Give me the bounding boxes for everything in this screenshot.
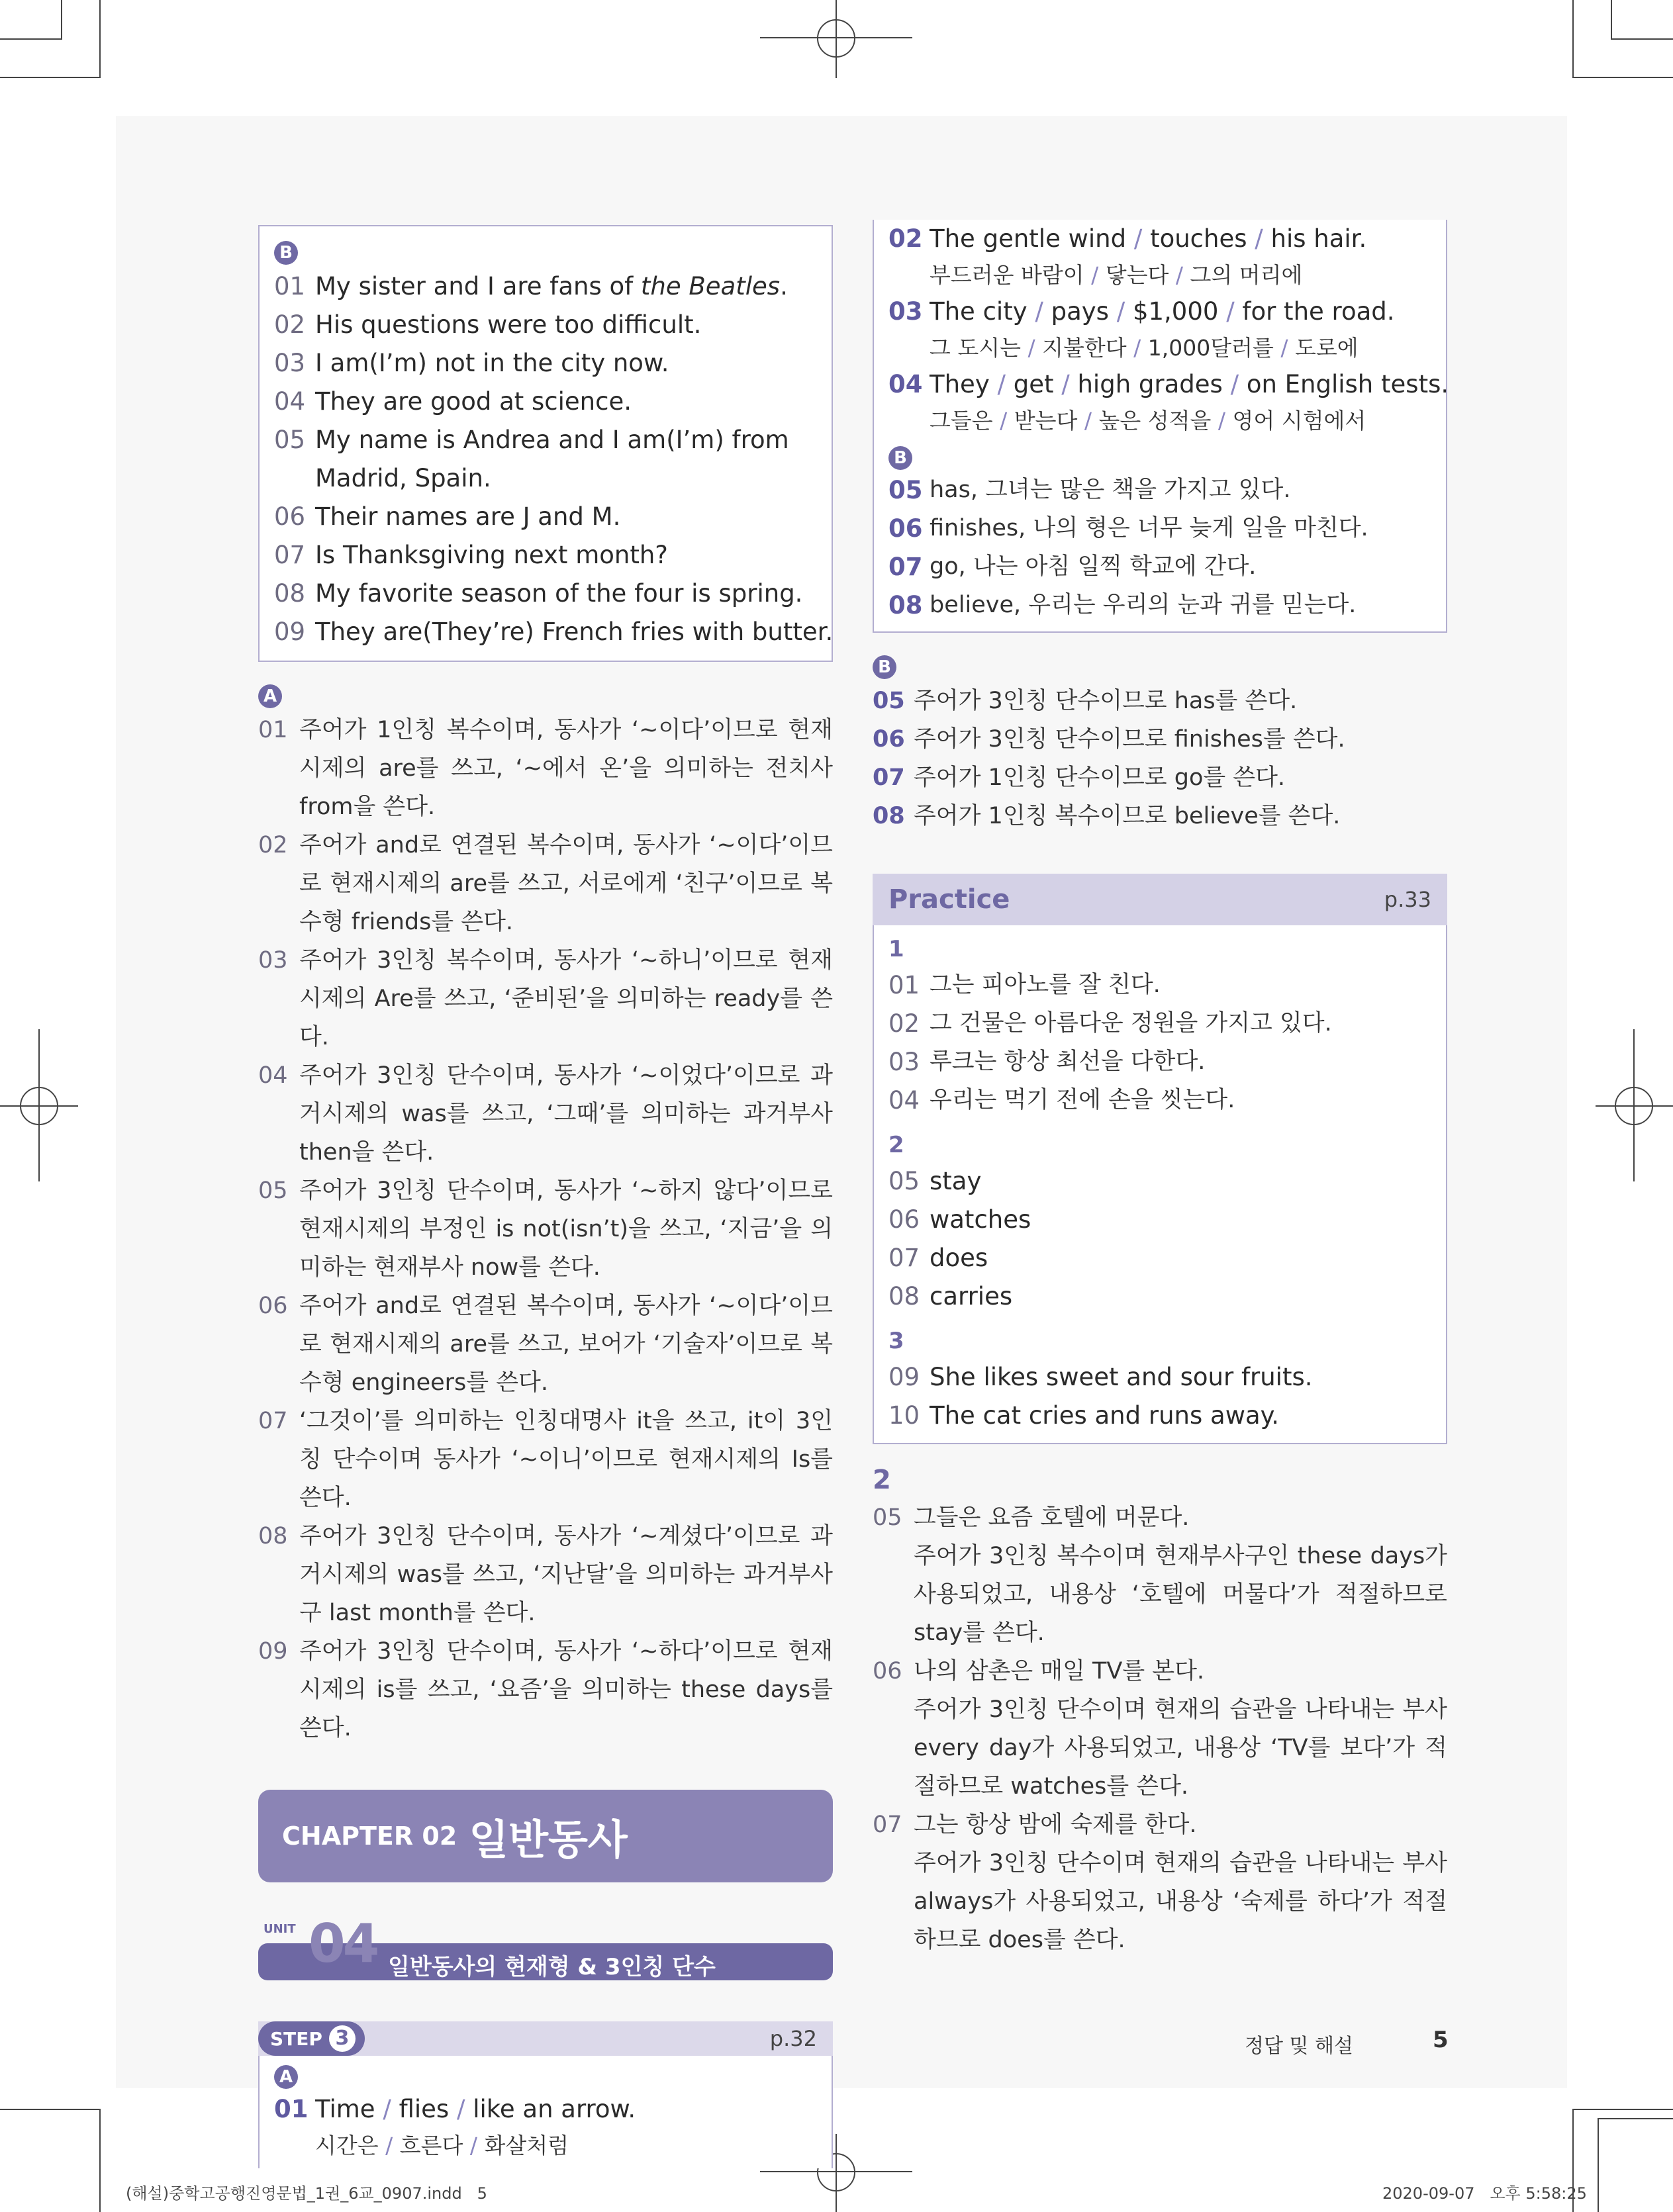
crop-mark: [1572, 0, 1574, 78]
item-number: 09: [274, 618, 306, 646]
crop-mark: [1574, 77, 1673, 78]
crop-mark: [0, 2109, 99, 2110]
item-text: They are(They’re) French fries with butter.: [315, 618, 834, 646]
item-number: 07: [888, 553, 923, 581]
item-text: 주어가 1인칭 복수이므로 believe를 쓴다.: [914, 803, 1341, 829]
item-number: 07: [258, 1408, 288, 1434]
step-page: p.32: [769, 2026, 817, 2051]
item-text: does: [930, 1244, 988, 1272]
item-number: 02: [888, 224, 923, 253]
item-number: 02: [258, 832, 288, 858]
item-text: 주어가 1인칭 단수이므로 go를 쓴다.: [914, 764, 1286, 791]
slug-timestamp: 2020-09-07 오후 5:58:25: [1382, 2184, 1587, 2203]
item-number: 08: [888, 591, 923, 620]
list-item: [258, 1056, 833, 1172]
item-number: 07: [888, 1244, 920, 1272]
list-item: [873, 1652, 1447, 1806]
item-text: My sister and I are fans of the Beatles.: [315, 272, 788, 300]
item-text: carries: [930, 1282, 1013, 1311]
list-item: [888, 586, 1431, 625]
item-text: 그는 항상 밤에 숙제를 한다. 주어가 3인칭 단수이며 현재의 습관을 나타내는 부사 always가 사용되었고, 내용상 ‘숙제를 하다’가 적절하므로 does를 쓴다.: [914, 1812, 1447, 1953]
list-item: [873, 682, 1447, 720]
list-item: [888, 471, 1431, 510]
registration-circle: [1615, 1087, 1653, 1125]
list-item: [274, 536, 817, 575]
registration-circle: [817, 19, 855, 58]
list-item: [888, 1082, 1431, 1120]
crop-mark: [1598, 2118, 1673, 2119]
item-text: 주어가 3인칭 단수이며, 동사가 ‘~하다’이므로 현재시제의 is를 쓰고, ‘요즘’을 의미하는 these days를 쓴다.: [299, 1638, 833, 1741]
chapter-banner: [258, 1790, 833, 1882]
list-item: [274, 267, 817, 306]
item-number: 06: [888, 514, 923, 543]
list-item: [888, 365, 1449, 404]
list-item: [888, 1201, 1431, 1239]
practice-title: Practice: [888, 884, 1010, 915]
crop-mark: [1574, 2109, 1673, 2110]
list-item: [888, 966, 1431, 1005]
item-number: 01: [258, 717, 288, 743]
list-item: [873, 1498, 1447, 1652]
unit-number: 04: [309, 1913, 377, 1974]
item-text: 주어가 3인칭 단수이며, 동사가 ‘~하지 않다’이므로 현재시제의 부정인 is not(isn’t)을 쓰고, ‘지금’을 의미하는 현재부사 now를 쓴다.: [299, 1177, 833, 1281]
item-text: stay: [930, 1167, 982, 1195]
item-number: 03: [258, 947, 288, 974]
item-text: 주어가 and로 연결된 복수이며, 동사가 ‘~이다’이므로 현재시제의 are를 쓰고, 서로에게 ‘친구’이므로 복수형 friends를 쓴다.: [299, 832, 833, 935]
item-number: 10: [888, 1401, 920, 1430]
item-text: 주어가 1인칭 복수이며, 동사가 ‘~이다’이므로 현재시제의 are를 쓰고, ‘~에서 온’을 의미하는 전치사 from을 쓴다.: [299, 717, 833, 820]
list-item: [274, 421, 817, 498]
item-text: 주어가 3인칭 복수이며, 동사가 ‘~하니’이므로 현재시제의 Are를 쓰고, ‘준비된’을 의미하는 ready를 쓴다.: [299, 947, 833, 1050]
crop-mark: [1611, 0, 1612, 40]
translation: 부드러운 바람이 / 닿는다 / 그의 머리에: [930, 262, 1303, 288]
item-text: 주어가 3인칭 단수이며, 동사가 ‘~이었다’이므로 과거시제의 was를 쓰고, ‘그때’를 의미하는 과거부사 then을 쓴다.: [299, 1062, 833, 1166]
section-badge: B: [274, 241, 298, 265]
item-number: 09: [888, 1363, 920, 1391]
list-item: [888, 1162, 1431, 1201]
practice-page: p.33: [1384, 887, 1431, 912]
list-item: [274, 498, 817, 536]
translation: 그 도시는 / 지불한다 / 1,000달러를 / 도로에: [930, 335, 1359, 361]
item-number: 06: [258, 1293, 288, 1319]
chapter-title: 일반동사: [469, 1815, 628, 1864]
item-text: The cat cries and runs away.: [930, 1401, 1280, 1430]
item-number: 02: [274, 310, 306, 339]
item-number: 04: [888, 1086, 920, 1115]
translation: 그들은 / 받는다 / 높은 성적을 / 영어 시험에서: [930, 408, 1366, 434]
item-text: My name is Andrea and I am(I’m) from Madrid, Spain.: [315, 426, 789, 492]
step-box: [258, 2056, 833, 2168]
practice-bar: [873, 874, 1447, 925]
list-item: [258, 1517, 833, 1632]
item-number: 05: [873, 1504, 902, 1531]
item-text: 우리는 먹기 전에 손을 씻는다.: [930, 1087, 1235, 1113]
item-number: 01: [274, 272, 306, 300]
list-item: [873, 1806, 1447, 1959]
item-text: Their names are J and M.: [315, 502, 621, 531]
item-number: 06: [274, 502, 306, 531]
item-text: They are good at science.: [315, 387, 632, 416]
item-text: 주어가 3인칭 단수이므로 finishes를 쓴다.: [914, 726, 1345, 753]
step-section: [258, 2021, 833, 2168]
unit-title: 일반동사의 현재형 & 3인칭 단수: [388, 1954, 716, 1980]
item-text: My favorite season of the four is spring.: [315, 579, 803, 608]
item-number: 04: [258, 1062, 288, 1089]
step-number: 3: [329, 2025, 356, 2052]
crop-mark: [99, 2109, 101, 2212]
crop-mark: [0, 77, 99, 78]
step-bar: [258, 2021, 833, 2056]
item-number: 06: [888, 1205, 920, 1234]
item-text: believe, 우리는 우리의 눈과 귀를 믿는다.: [930, 592, 1357, 618]
list-item: [258, 711, 833, 826]
list-item: [274, 575, 817, 613]
crop-mark: [99, 0, 101, 78]
item-number: 08: [258, 1523, 288, 1549]
list-item: [888, 510, 1431, 548]
item-text: The gentle wind / touches / his hair.: [930, 224, 1367, 253]
item-number: 05: [873, 688, 905, 714]
footer-section-title: 정답 및 해설: [1245, 2035, 1353, 2058]
item-text: Is Thanksgiving next month?: [315, 541, 668, 569]
item-number: 05: [888, 1167, 920, 1195]
crop-mark: [1611, 38, 1673, 40]
list-item: [888, 1397, 1431, 1435]
list-item: [258, 1172, 833, 1287]
left-column: [258, 225, 833, 2168]
item-number: 05: [274, 426, 306, 454]
section-badge: B: [888, 446, 912, 470]
step-pill: [258, 2021, 365, 2056]
list-item: [888, 220, 1431, 258]
translation: 시간은 / 흐른다 / 화살처럼: [315, 2133, 569, 2158]
item-text: The city / pays / $1,000 / for the road.: [930, 297, 1395, 326]
list-item: [258, 1632, 833, 1747]
item-number: 05: [888, 476, 923, 504]
item-number: 03: [888, 1048, 920, 1076]
item-number: 07: [873, 764, 905, 791]
list-item: [274, 613, 834, 651]
item-text: 주어가 3인칭 단수이므로 has를 쓴다.: [914, 688, 1298, 714]
crop-mark: [0, 38, 62, 40]
item-text: ‘그것이’를 의미하는 인칭대명사 it을 쓰고, it이 3인칭 단수이며 동사가 ‘~이니’이므로 현재시제의 Is를 쓴다.: [299, 1408, 833, 1511]
item-number: 07: [873, 1812, 902, 1838]
list-item: [258, 941, 833, 1056]
registration-circle: [20, 1087, 58, 1125]
right-column: [873, 225, 1447, 1959]
item-number: 03: [888, 297, 923, 326]
group-label: 2: [888, 1132, 904, 1158]
list-item: [873, 720, 1447, 759]
list-item: [274, 306, 817, 344]
practice-box: [873, 925, 1447, 1444]
group-label: 1: [888, 936, 904, 962]
unit-header: [258, 1913, 833, 1983]
list-item: [258, 1402, 833, 1517]
item-text: She likes sweet and sour fruits.: [930, 1363, 1313, 1391]
item-number: 01: [274, 2095, 309, 2123]
item-number: 05: [258, 1177, 288, 1204]
explanation-2: [873, 1461, 1447, 1959]
item-number: 01: [888, 971, 920, 999]
item-text: watches: [930, 1205, 1031, 1234]
item-text: 주어가 3인칭 단수이며, 동사가 ‘~계셨다’이므로 과거시제의 was를 쓰고, ‘지난달’을 의미하는 과거부사구 last month를 쓴다.: [299, 1523, 833, 1626]
item-text: 그 건물은 아름다운 정원을 가지고 있다.: [930, 1010, 1332, 1037]
item-number: 02: [888, 1009, 920, 1038]
item-number: 04: [274, 387, 306, 416]
chapter-label: CHAPTER 02: [282, 1821, 457, 1851]
practice-section: [873, 874, 1447, 1444]
section-badge: A: [274, 2065, 298, 2089]
answer-box-continued: [873, 220, 1447, 633]
list-item: [258, 1287, 833, 1402]
list-item: [888, 1239, 1431, 1277]
list-item: [888, 293, 1431, 331]
list-item: [888, 1358, 1431, 1397]
explanation-a: [258, 684, 833, 1747]
item-text: 주어가 and로 연결된 복수이며, 동사가 ‘~이다’이므로 현재시제의 are를 쓰고, 보어가 ‘기술자’이므로 복수형 engineers를 쓴다.: [299, 1293, 833, 1396]
item-text: 그는 피아노를 잘 친다.: [930, 972, 1161, 998]
list-item: [888, 1005, 1431, 1043]
item-text: Time / flies / like an arrow.: [315, 2095, 636, 2123]
item-number: 06: [873, 726, 905, 753]
item-text: They / get / high grades / on English tests.: [930, 370, 1449, 398]
crop-mark: [61, 0, 62, 40]
answer-box-b: [258, 225, 833, 662]
group-label: 2: [873, 1465, 891, 1495]
item-number: 04: [888, 370, 923, 398]
group-label: 3: [888, 1328, 904, 1354]
item-text: I am(I’m) not in the city now.: [315, 349, 669, 377]
list-item: [888, 548, 1431, 586]
slug-file-name: (해설)중학고공행진영문법_1권_6교_0907.indd 5: [126, 2184, 487, 2203]
list-item: [873, 797, 1447, 835]
list-item: [873, 759, 1447, 797]
item-number: 08: [274, 579, 306, 608]
page-number: 5: [1433, 2027, 1449, 2053]
list-item: [274, 383, 817, 421]
list-item: [274, 344, 817, 383]
list-item: [888, 1043, 1431, 1082]
item-number: 06: [873, 1658, 902, 1684]
item-number: 08: [873, 803, 905, 829]
crop-mark: [1598, 2118, 1599, 2212]
list-item: [274, 2090, 817, 2129]
explanation-b: [873, 655, 1447, 835]
item-number: 03: [274, 349, 306, 377]
item-number: 07: [274, 541, 306, 569]
item-text: has, 그녀는 많은 책을 가지고 있다.: [930, 477, 1291, 503]
item-text: His questions were too difficult.: [315, 310, 702, 339]
unit-label: UNIT: [263, 1922, 296, 1936]
section-badge: B: [873, 655, 896, 679]
item-text: 그들은 요즘 호텔에 머문다. 주어가 3인칭 복수이며 현재부사구인 these days가 사용되었고, 내용상 ‘호텔에 머물다’가 적절하므로 stay를 쓴다.: [914, 1504, 1447, 1646]
section-badge: A: [258, 684, 282, 708]
list-item: [258, 826, 833, 941]
item-text: go, 나는 아침 일찍 학교에 간다.: [930, 553, 1257, 580]
list-item: [888, 1277, 1431, 1316]
item-text: 루크는 항상 최선을 다한다.: [930, 1048, 1206, 1075]
item-number: 09: [258, 1638, 288, 1665]
step-label: STEP: [270, 2027, 322, 2050]
item-text: 나의 삼촌은 매일 TV를 본다. 주어가 3인칭 단수이며 현재의 습관을 나타내는 부사 every day가 사용되었고, 내용상 ‘TV를 보다’가 적절하므로 watches를 쓴다.: [914, 1658, 1447, 1800]
item-text: finishes, 나의 형은 너무 늦게 일을 마친다.: [930, 515, 1368, 541]
item-number: 08: [888, 1282, 920, 1311]
